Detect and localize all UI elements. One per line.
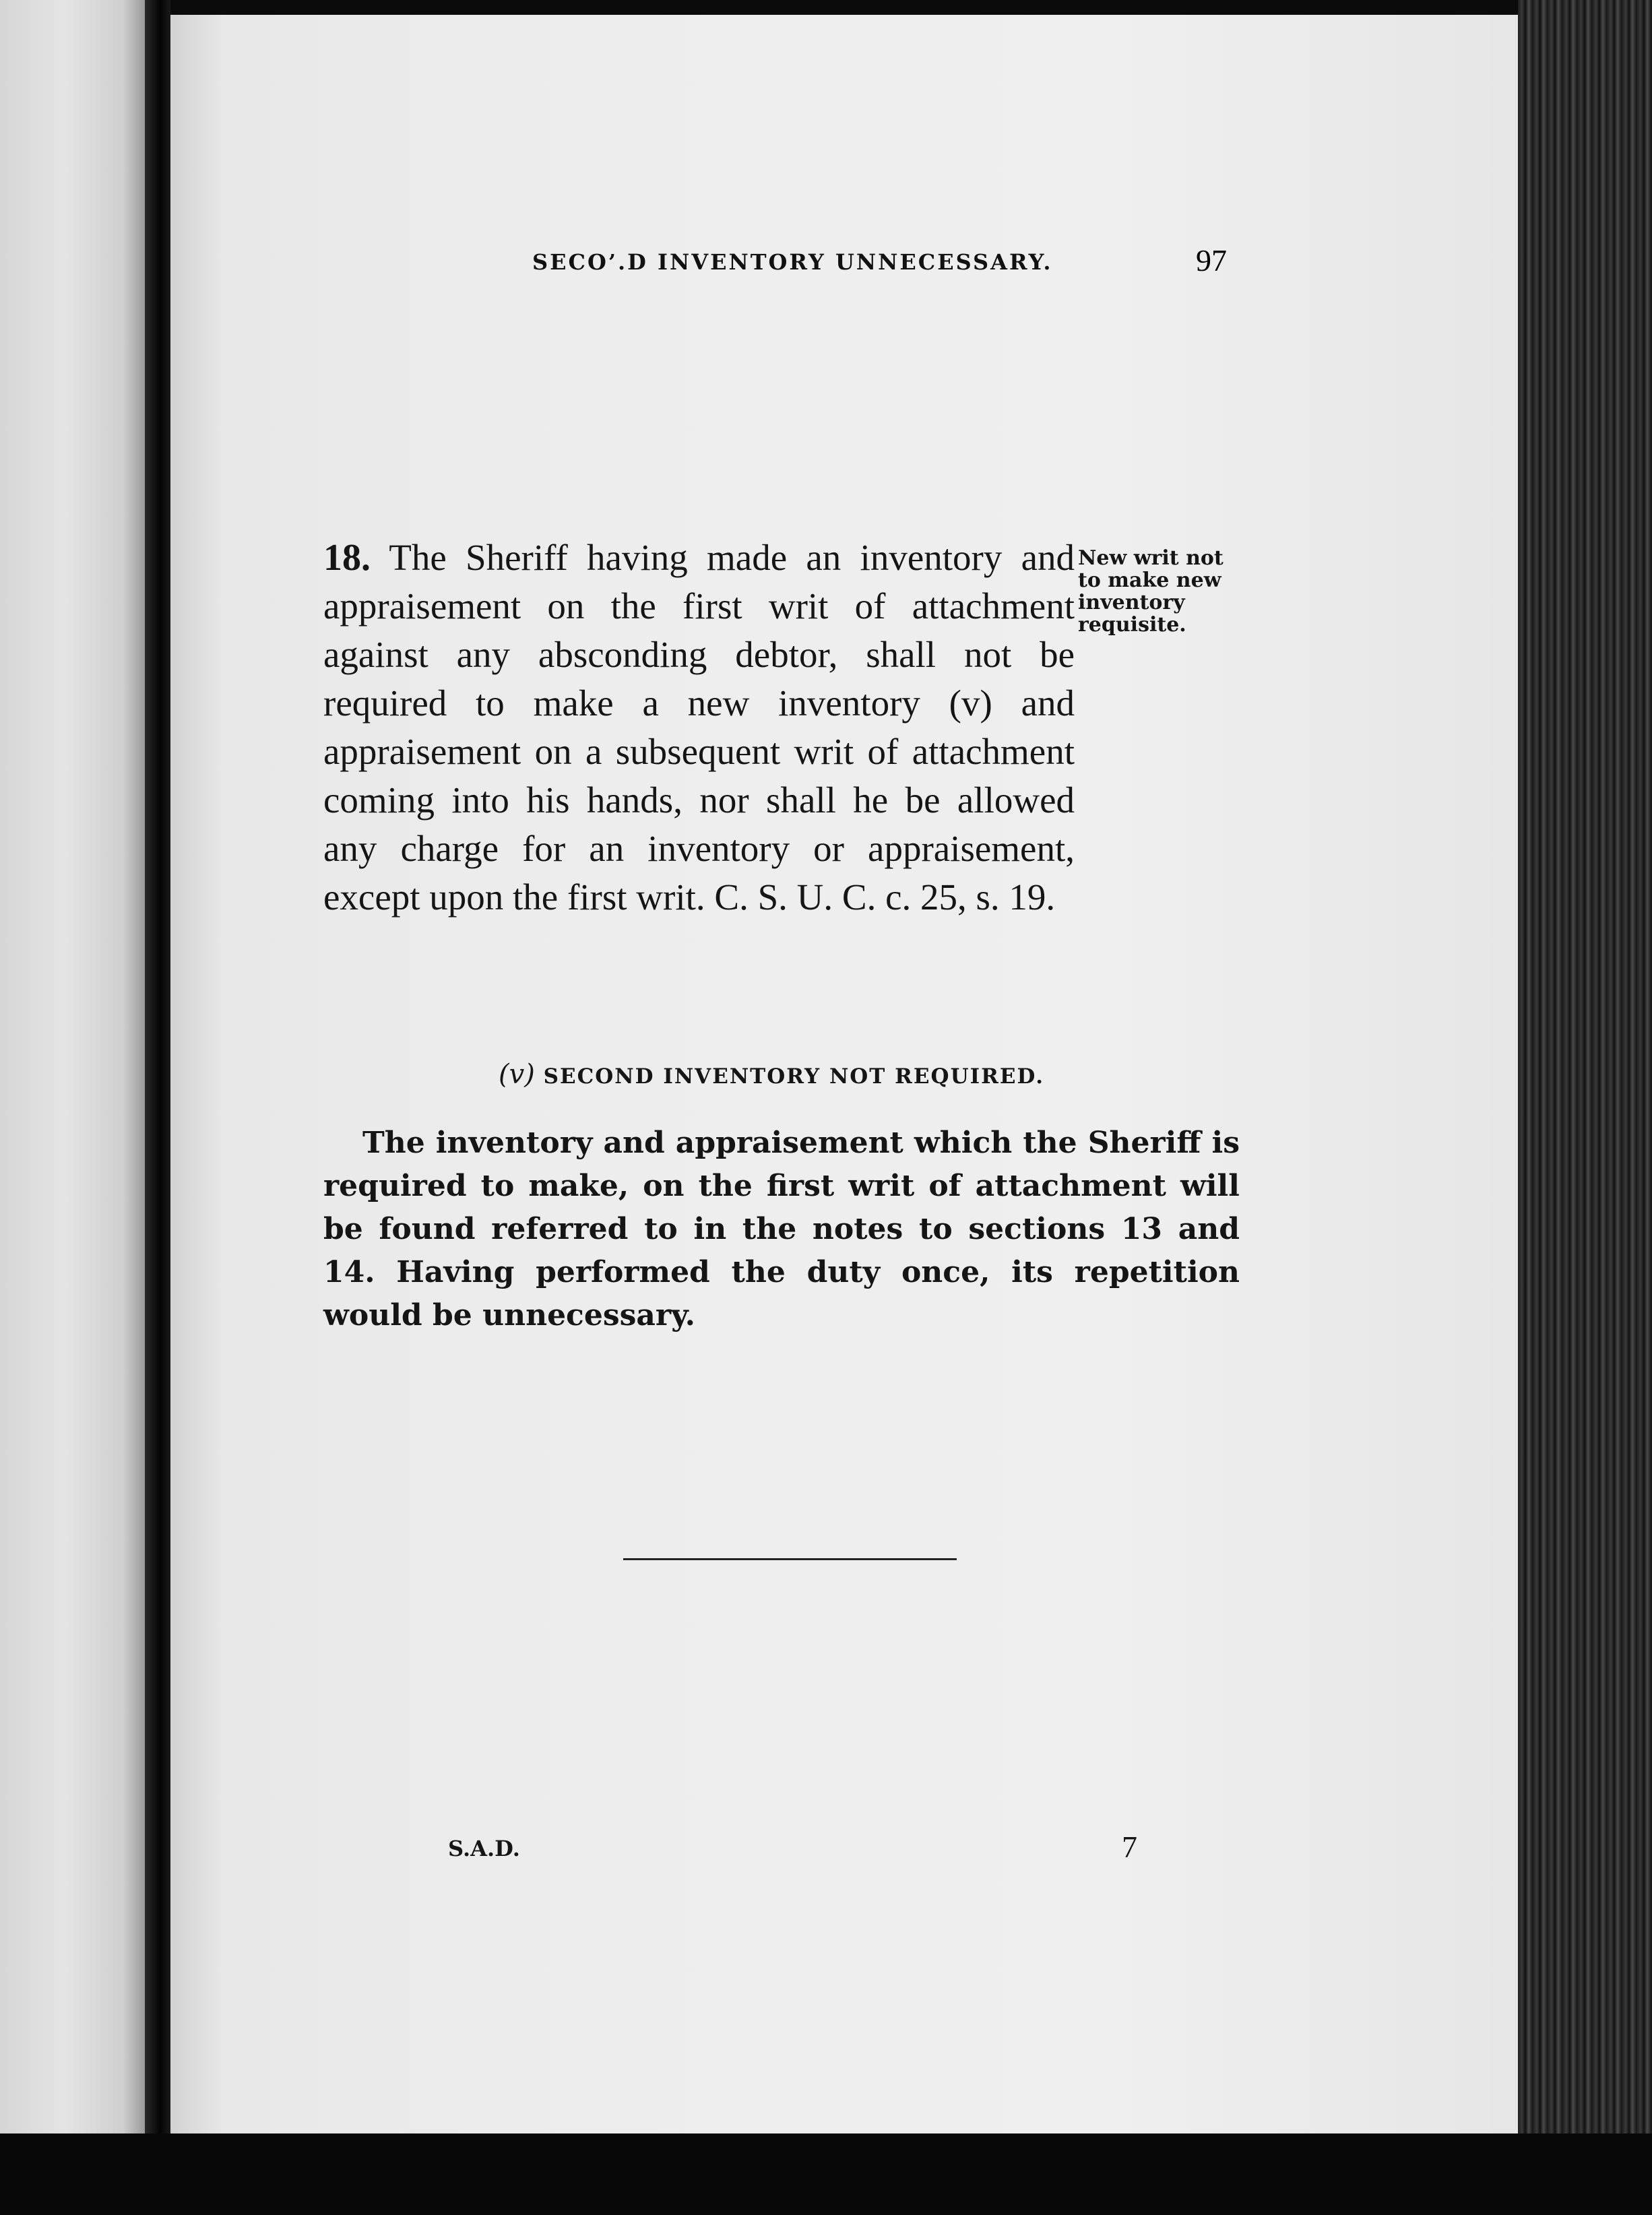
scan-border: [0, 2133, 1652, 2215]
facing-page-edge: [0, 0, 145, 2215]
marginal-note-line: inventory: [1078, 591, 1185, 614]
sheet-number: 7: [1122, 1830, 1137, 1864]
page-number: 97: [1196, 243, 1227, 278]
running-head: SECO’.D INVENTORY UNNECESSARY.: [532, 249, 1053, 275]
signature-mark: S.A.D.: [448, 1836, 520, 1861]
marginal-note-line: requisite.: [1078, 613, 1186, 637]
section-text: The Sheriff having made an inventory and appraisement on the first writ of attachment against any absconding debtor, shall not be required to make a new inventory (v) and appraisement on a subsequent writ of attachment coming into his hands, nor shall he be allowed any charge for an inventory or appraisement, except upon the first writ. C. S. U. C. c. 25, s. 19.: [323, 537, 1075, 918]
book-gutter: [145, 0, 170, 2215]
note-heading-text: SECOND INVENTORY NOT REQUIRED.: [543, 1064, 1045, 1089]
note-marker: (v): [499, 1059, 535, 1090]
section-paragraph: [323, 534, 1075, 922]
page-stack-edge: [1518, 0, 1652, 2215]
marginal-note-line: New writ not: [1078, 546, 1224, 570]
section-number: 18.: [323, 537, 371, 579]
marginal-note: [1078, 547, 1253, 636]
section-divider: [623, 1558, 957, 1560]
marginal-note-line: to make new: [1078, 569, 1221, 592]
note-heading: [499, 1059, 1044, 1090]
note-paragraph: The inventory and appraisement which the Sheriff is required to make, on the first writ of attachment will be found referred to in the notes to sections 13 and 14. Having performed the duty once, its repetition would be unnecessary.: [323, 1126, 1240, 1333]
